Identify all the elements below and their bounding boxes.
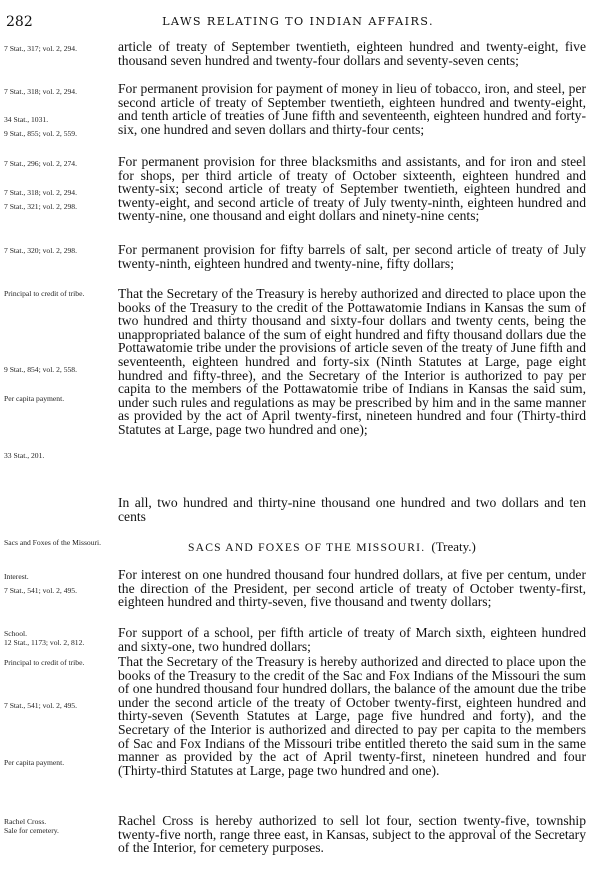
- section-title: SACS AND FOXES OF THE MISSOURI.: [188, 541, 426, 554]
- page-number: 282: [6, 14, 33, 30]
- margin-note: School.: [4, 629, 27, 638]
- margin-note: 7 Stat., 296; vol. 2, 274.: [4, 159, 77, 168]
- margin-note: Principal to credit of tribe.: [4, 658, 85, 667]
- margin-note: 7 Stat., 541; vol. 2, 495.: [4, 701, 77, 710]
- paragraph: In all, two hundred and thirty-nine thousand one hundred and two dollars and ten cents: [118, 495, 586, 524]
- margin-note: 7 Stat., 320; vol. 2, 298.: [4, 246, 77, 255]
- margin-note: Sacs and Foxes of the Missouri.: [4, 538, 102, 547]
- margin-note: Per capita payment.: [4, 394, 65, 403]
- margin-note: 33 Stat., 201.: [4, 451, 45, 460]
- margin-note: 34 Stat., 1031.: [4, 115, 49, 124]
- margin-note: 7 Stat., 318; vol. 2, 294.: [4, 87, 77, 96]
- paragraph: For support of a school, per fifth article of treaty of March sixth, eighteen hundred and sixty-one, two hundred dollars;: [118, 625, 586, 654]
- margin-note: 9 Stat., 855; vol. 2, 559.: [4, 129, 77, 138]
- margin-note: 7 Stat., 541; vol. 2, 495.: [4, 586, 77, 595]
- paragraph: For interest on one hundred thousand four hundred dollars, at five per centum, under the direction of the President, per second article of treaty of October twenty-first, eighteen hundred and thirty-seven, five thousand and twenty dollars;: [118, 567, 586, 610]
- margin-note: Per capita payment.: [4, 758, 65, 767]
- section-treaty-note: (Treaty.): [431, 539, 476, 554]
- paragraph: For permanent provision for fifty barrels of salt, per second article of treaty of July twenty-ninth, eighteen hundred and twenty-nine, fifty dollars;: [118, 242, 586, 271]
- paragraph: That the Secretary of the Treasury is hereby authorized and directed to place upon the books of the Treasury to the credit of the Sac and Fox Indians of the Missouri the sum of one hundred thousand four hundred dollars, the balance of the amount due the tribe under the second article of the treaty of October twenty-first, eighteen hundred and thirty-seven (Seventh Statutes at Large, page five hundred and forty), and the Secretary of the Interior is authorized and directed to pay per capita to the members of Sac and Fox Indians of the Missouri tribe entitled thereto the said sum in the same manner as provided by the act of April twenty-first, nineteen hundred and four (Thirty-third Statutes at Large, page two hundred and one).: [118, 654, 586, 778]
- paragraph: That the Secretary of the Treasury is hereby authorized and directed to place upon the books of the Treasury to the credit of the Pottawatomie Indians in Kansas the sum of two hundred and thirty thousand and sixty-four dollars and twenty cents, being the unappropriated balance of the sum of eight hundred and fifty thousand dollars due the Pottawatomie tribe under the provisions of article seven of the treaty of June fifth and seventeenth, eighteen hundred and forty-six (Ninth Statutes at Large, page eight hundred and fifty-three), and the Secretary of the Interior is authorized to pay per capita to the members of the Pottawatomie tribe of Indians in Kansas the said sum, under such rules and regulations as may be prescribed by him and in the same manner as provided by the act of April twenty-first, nineteen hundred and four (Thirty-third Statutes at Large, page two hundred and one);: [118, 286, 586, 437]
- running-title: LAWS RELATING TO INDIAN AFFAIRS.: [162, 15, 434, 28]
- margin-note: 7 Stat., 317; vol. 2, 294.: [4, 44, 77, 53]
- paragraph: For permanent provision for payment of money in lieu of tobacco, iron, and steel, per second article of treaty of September twentieth, eighteen hundred and twenty-eight, and tenth article of treaties of June fifth and seventeenth, eighteen hundred and forty-six, one hundred and seven dollars and thirty-four cents;: [118, 81, 586, 137]
- margin-note: Sale for cemetery.: [4, 826, 59, 835]
- margin-note: Principal to credit of tribe.: [4, 289, 85, 298]
- margin-note: 9 Stat., 854; vol. 2, 558.: [4, 365, 77, 374]
- paragraph: Rachel Cross is hereby authorized to sell lot four, section twenty-five, township twenty-five north, range three east, in Kansas, subject to the approval of the Secretary of the Interior, for cemetery purposes.: [118, 813, 586, 856]
- margin-note: 7 Stat., 318; vol. 2, 294.: [4, 188, 77, 197]
- margin-note: Rachel Cross.: [4, 817, 47, 826]
- running-header: [6, 14, 590, 34]
- margin-note: Interest.: [4, 572, 29, 581]
- paragraph: article of treaty of September twentieth, eighteen hundred and twenty-eight, five thousand seven hundred and twenty-four dollars and seventy-seven cents;: [118, 39, 586, 68]
- margin-note: 12 Stat., 1173; vol. 2, 812.: [4, 638, 85, 647]
- paragraph: For permanent provision for three blacksmiths and assistants, and for iron and steel for shops, per third article of treaty of October sixteenth, eighteen hundred and twenty-six; second article of treaty of September twentieth, eighteen hundred and twenty-eight, and second article of treaty of July twenty-ninth, eighteen hundred and twenty-nine, one thousand and eight dollars and ninety-nine cents;: [118, 154, 586, 224]
- section-heading: [188, 539, 568, 555]
- margin-note: 7 Stat., 321; vol. 2, 298.: [4, 202, 77, 211]
